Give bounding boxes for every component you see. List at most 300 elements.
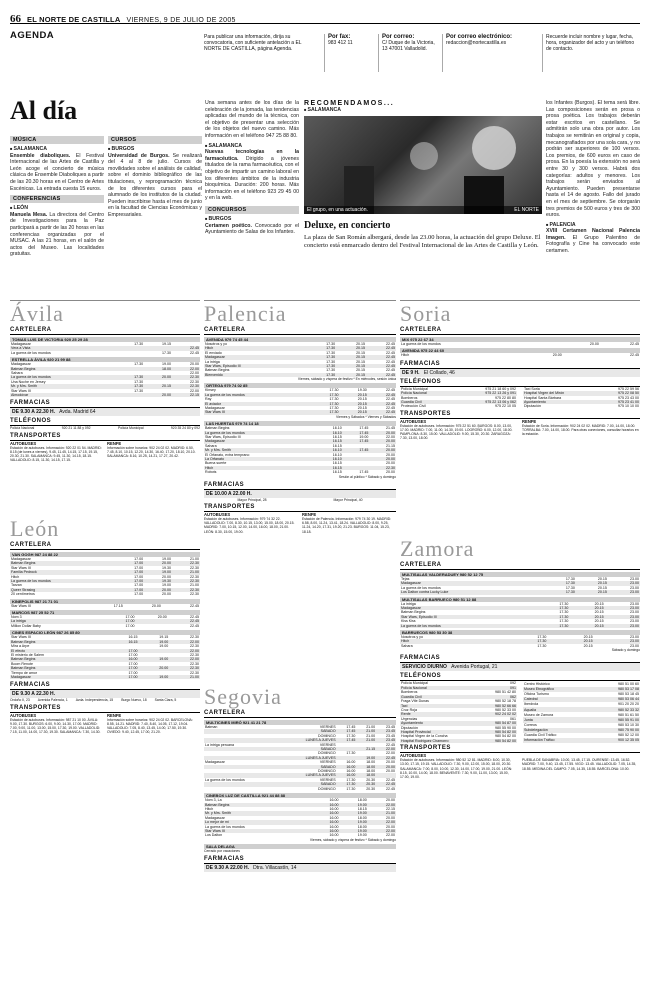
table-cell-value: 23.00 [605,624,640,628]
table-cell-value: 20.15 [583,643,593,648]
table-cell-value: 23.00 [630,601,639,606]
table-cell-value: 17.00 [125,623,135,628]
table-cell-value: 062 [480,695,517,699]
table-cell-value: 22.45 [386,406,395,411]
table-cell-value: 17.30 [134,342,144,346]
table-cell-title: La guerra de los mundos [205,824,245,829]
table-cell-title: Taxi [400,704,480,708]
table-cell-title: El Orfanato, extra temprano [205,452,250,457]
table-cell-title: Nom 3, La [205,798,222,803]
table-cell-title: Batman [205,725,218,729]
table-cell-title: Nom 3 [11,615,22,620]
table-cell-value: 20.15 [356,342,366,346]
table-cell-value: 980 52 33 00 [495,707,516,712]
table-cell-value [116,393,144,397]
film-table [204,388,396,414]
table-cell-title: Hospital Rodríguez Chamorro [400,739,480,743]
table-cell-value: 17.00 [134,583,144,588]
table-cell-value: 22.30 [190,670,199,675]
table-cell-value: 17.00 [128,661,138,666]
table-cell-value: 20.00 [369,439,396,443]
table-cell-value: 16.00 [311,829,339,833]
table-cell-value: 22.00 [169,640,200,644]
table-cell-value: 22.30 [190,635,199,640]
table-cell-title: Kiss Kiss [401,619,416,624]
table-cell-value: 20.15 [336,364,366,368]
table-cell-value: 975 22 13 26 y 091 [455,391,517,395]
table-cell-value: DOMINGO [318,751,336,756]
table-cell-value: 18.00 [356,765,376,769]
table-cell-value: DOMINGO [318,786,336,791]
table-cell-value: 17.30 [326,350,336,355]
table-cell-value: 22.30 [172,384,200,388]
table-row [400,353,640,357]
right-column: los Infantes (Burgos). El tema será libre. Las composiciones serán en prosa o prosa poética. Los trabajos deberán estar escritos en castellano. Se admitirán solo una obra por autor. Los trabajos se remitirán en original y copia, mecanografiados por una sola cara, y no podrán ser superiores de 100 versos. Los premios, de 600 euros en caso de prosa. En la poesía la extensión no será entre 30 y 300 versos. Habrá dos categorías: adultos y menores. Los trabajos serán enviados al Ayuntamiento. Pueden presentarse hasta el 14 de agosto. Fallo del jurado en el mes de septiembre. Se otorgarán tres premios de 500 euros y tres de 300 euros. ■ PALENCIA XVIII Certamen Nacional Palencia Imagen. El Grupo Palentino de Fotografía y Cine ha convocado este certamen. [546,100,640,292]
table-cell-value: 980 52 18 78 [495,699,516,704]
table-cell-title: Hospital Virgen de la Concha [401,734,448,739]
table-cell-value: 17.30 [134,379,144,384]
table-cell-value: 20.15 [144,384,172,388]
table-cell-title: La guerra de los mundos [401,585,441,590]
table-cell-title: Renfe [400,712,480,716]
table-cell-value: 980 51 42 80 [495,690,516,695]
recommend-text: La plaza de San Román albergará, desde las 23.00 horas, la actuación del grupo Deluxe. El concierto está enmarcado dentro del Festival Internacional de las Artes de Castilla y León. [304,234,541,249]
section-title: AGENDA [10,30,55,41]
table-cell-value: SÁBADO [279,765,337,769]
fax-box: Por fax: 983 412 11 [324,34,374,72]
table-cell-title: Los Dalton [205,833,223,838]
table-cell-title: La guerra de los mundos [205,777,245,782]
table-cell-value: 18.00 [144,367,172,371]
table-cell-value: 20.00 [552,353,562,358]
table-cell-value: 19.15 [162,342,172,346]
table-cell-value: DOMINGO [318,733,336,738]
table-cell-value: 17.30 [306,364,336,368]
table-cell-value: 17.30 [326,342,336,346]
table-cell-value: 20.15 [569,624,604,628]
film-table [204,342,396,377]
table-row [523,404,640,408]
table-cell-value: 17.30 [559,619,569,624]
table-cell-value: 22.30 [172,579,200,583]
table-cell-value [472,353,486,357]
table-cell-value: 980 55 91 00 [593,717,640,722]
table-cell-value: 22.45 [386,786,395,791]
table-cell-title: Batman Begins [205,368,230,373]
table-cell-title: Hospital Virgen del Mirón [523,391,599,395]
table-row [400,739,517,743]
header-line [10,13,236,25]
table-cell-title: Protección Civil [401,404,426,409]
table-cell-value: 16.00 [329,815,339,820]
table-cell-title: Star Wars III [11,603,31,608]
table-cell-title: Mr. y Mrs. Smith [204,448,316,452]
table-cell-value: 22.45 [386,777,395,782]
conferencias-heading: CONFERENCIAS [10,195,104,203]
table-cell-value: 17.30 [311,410,339,414]
table-row [10,675,200,679]
table-cell-value: 20.15 [594,619,604,624]
table-cell-title: La guerra de los mundos [400,624,534,628]
table-cell-value: 20.00 [138,666,169,670]
table-cell-value: 16.00 [346,760,356,765]
table-cell-value: 17.00 [116,579,144,583]
table-cell-value: 20.00 [386,824,395,829]
cinema-name: TOMAS LUIS DE VICTORIA 920 25 29 28 [10,337,200,342]
table-cell-value: 17.00 [125,615,135,620]
table-cell-value: 20.00 [376,765,396,769]
table-cell-value: 980 53 17 08 [593,687,640,692]
table-cell-value: 20.00 [162,574,172,579]
table-cell-value: 20.15 [547,639,593,643]
table-cell-title: La guerra de los mundos [11,350,51,355]
table-cell-value: 20.00 [144,375,172,379]
table-cell-title: Madagascar [205,406,225,411]
table-row [400,404,517,408]
table-cell-title: Mira a Arpe [11,644,30,649]
table-cell-value: 20.00 [386,815,395,820]
table-cell-value: 22.30 [190,652,199,657]
table-cell-value: 975 22 13 06 y 062 [455,400,517,404]
table-cell-value: 980 54 82 00 [480,739,517,743]
table-cell-title: Batman Begins [10,657,108,661]
table-cell-value: 20.00 [386,769,395,774]
table-cell-value: 22.45 [190,603,199,608]
table-cell-value: 19.00 [162,362,172,367]
recommend-box: RECOMENDAMOS... ■ SALAMANCA El grupo, en una actuación. EL NORTE Deluxe, en concierto La plaza de San Román albergará, desde las 23.00 horas, la actuación del grupo Deluxe. El concierto está enmarcado dentro del Festival Internacional de las Artes de Castilla y León. [304,100,542,292]
table-cell-value: VIERNES [319,742,336,747]
table-cell-value: 17.30 [534,624,569,628]
table-cell-title: Oficina Turismo [524,692,549,697]
table-cell-value: 23.45 [386,733,395,738]
avila-section: Ávila CARTELERA TOMAS LUIS DE VICTORIA 920 25 29 28 Madagascar 17.30 19.15 Vera a Vista 22.45 La guerra de los mundos 17.30 22.45 ESTRELLA ÁVILA 920 21 99 88 Madagascar 17.30 19.00 20.00 Batman Begins 18.00 22.00 Sahara 22.00 La guerra de los mundos 17.30 20.00 22.30 Una Noche en Jersey 17.30 22.30 Mr. y Mrs. Smith 17.30 20.15 22.30 Star Wars III 17.30 22.00 Almodóvar 20.00 22.15 FARMACIAS DE 9.30 A 22.30 H. Avda. Madrid 64 TELÉFONOS Policía Nacional 920 21 11 88 y 092 Policía Municipal 920 35 24 80 y 092 TRANSPORTES AUTOBUSES Estación de autobuses. Información: 920 22 01 54. MADRID: 8.15 (de lunes a viernes), 9.45, 11.45, 14.15, 17.15, 19.15, 20.30, 21.30. SALAMANCA: 9.45, 11.30, 14.15, 18.15. VALLADOLID: 8.15, 11.30, 14.15, 17.15. RENFE Información sobre horarios: 902 24 02 02. MADRID: 6.50, 7.45, 8.10, 10.15, 12.20, 14.30, 16.40, 17.20, 18.10, 20.10. SALAMANCA: 8.16, 10.25, 14.21, 17.27, 20.42. [10,301,200,463]
table-cell-value: 17.15 [113,603,123,608]
cinema-name: ESTRELLA ÁVILA 920 21 99 88 [10,357,200,362]
table-cell-value: 17.45 [337,738,357,742]
table-cell-value: 22.30 [190,379,199,384]
table-cell-value: 22.30 [190,644,199,649]
photo-caption: El grupo, en una actuación. [307,207,368,213]
table-cell-value: 19.00 [339,820,367,824]
table-cell-title: Queer Strasing [10,588,116,592]
table-cell-title: Diputación [524,404,541,409]
table-cell-value: 22.00 [172,367,200,371]
table-cell-value: 980 54 82 00 [495,734,516,739]
table-cell-value: 20.15 [357,406,367,411]
table-cell-value: 19.30 [162,565,172,570]
table-cell-title [204,787,279,791]
table-cell-title: Star Wars III [11,388,31,393]
city-zamora: Zamora [400,536,475,561]
table-cell-value: 21.00 [169,675,200,679]
table-cell-title: Hitch [400,639,501,643]
table-cell-value: 980 52 12 00 [618,733,639,738]
table-cell-value: 16.10 [332,426,342,431]
table-row [10,604,200,608]
table-cell-value: 21.00 [172,570,200,574]
table-cell-value: 20.15 [339,410,367,414]
table-cell-value: SÁBADO [279,782,337,786]
table-cell-title: Los Dalton contra Lucky Luke [400,590,544,594]
table-cell-value: 17.30 [329,388,339,393]
table-cell-value: 20.15 [336,355,366,359]
table-cell-title: Familia Pedrock [10,570,116,574]
table-cell-value: LUNES A JUEVES [279,773,337,777]
table-cell-title: Nosotros y yo [401,635,423,640]
table-cell-value: 16.15 [316,466,343,470]
leon-section: León CARTELERA VAN GOGH 987 24 88 22 Madagascar 17.00 19.00 21.00 Batman Begins 17.00 20.00 22.30 Star Wars III 17.00 19.30 22.30 Familia Pedrock 17.00 19.00 21.00 Hitch 17.00 20.00 22.30 La guerra de los mundos 17.00 19.30 22.30 Tarzan 17.00 19.00 21.00 Queer Strasing 17.00 20.00 22.30 20 centímetros 17.00 20.00 22.30 KINEPOLIS 987 21 71 01 Star Wars III 17.15 20.00 22.45 MARCOS 987 25 52 71 Nom 3 17.00 20.00 22.45 La intriga 17.00 22.45 Million Dollar Baby 17.00 22.45 CINES ESPACIO LEÓN 987 26 85 80 Star Wars III 16.15 19.15 22.30 Batman Begins 16.15 19.00 22.00 Mira a Arpe 19.00 22.30 El efecto 17.00 22.00 El misterio de Salem 17.00 22.30 Batman Begins 16.00 19.00 22.00 Boom Renote 17.00 22.30 Batman Begins 17.00 20.00 22.30 Tiempo de amor 17.00 22.30 Madagascar 17.00 19.00 21.00 FARMACIAS DE 9.30 A 22.30 H. Ordoño II, 23 Avenida Palencia, 1 Avda. Independencia, 15 Burgo Nuevo, 18 Santa Clara, 5 TRANSPORTES AUTOBUSES Estación de autobuses. Información: 987 21 10 00. ÁVILA: 9.00, 17.30. BURGOS: 6.00, 9.00, 14.30, 17.00. MADRID: 7.00, 9.00, 11.00, 13.00, 15.00, 17.30, 19.00. VALLADOLID: 7.15, 11.00, 14.00, 17.30, 19.30. SALAMANCA: 7.30, 14.30. RENFE Información sobre horarios: 902 24 02 02. BARCELONA: 8.55, 14.21. MADRID: 7.40, 8.40, 14.05, 17.12, 19.04. VALLADOLID: 7.05, 8.40, 13.45, 14.00, 17.50, 19.30. OVIEDO: 9.40, 12.45, 17.00, 21.20. [10,516,199,735]
table-cell-value: 22.45 [386,368,395,373]
table-cell-title: Centro Histórico [524,681,550,686]
table-cell-value: 16.15 [332,470,342,475]
table-cell-value: 23.00 [594,639,640,643]
table-cell-value: 22.00 [386,833,395,838]
table-cell-value: 901 20 20 20 [618,702,639,707]
table-cell-value: 17.45 [343,431,370,435]
film-table [10,342,200,355]
table-cell-value: 17.30 [534,615,569,619]
table-cell-title: Vera a Vista [10,346,116,350]
table-cell-value: 17.00 [134,574,144,579]
table-row [10,624,200,628]
table-cell-value: 17.30 [306,355,336,359]
table-cell-value: 20.00 [386,760,395,765]
table-cell-value: 17.30 [116,384,144,388]
table-cell-value: 975 22 80 80 [495,395,516,400]
table-cell-value: 20.00 [369,457,396,461]
table-cell-title: Guardia Civil [400,695,480,699]
table-cell-title: Junta [523,717,593,722]
table-cell-value: 19.30 [144,579,172,583]
table-cell-value: 17.00 [116,570,144,574]
table-cell-title: Guardia Civil [400,400,455,404]
film-table [10,557,200,597]
table-row [10,351,200,355]
zamora-section: Zamora CARTELERA MULTISALAS VALDERADUEY 980 52 12 75 Tejas 17.30 20.15 23.00 Madagascar 17.30 20.15 23.00 La guerra de los mundos 17.30 20.15 23.00 Los Dalton contra Lucky Luke 17.30 20.15 23.00 MULTISALAS BARRUECO 980 51 12 88 La intriga 17.30 20.15 23.00 Madagascar 17.30 20.15 23.00 Batman Begins 17.30 20.15 23.00 Star Wars, Episodio III 17.30 20.15 23.00 Kiss Kiss 17.30 20.15 23.00 La guerra de los mundos 17.30 20.15 23.00 BARRUECOS 980 53 30 38 Nosotros y yo 17.30 20.15 23.00 Hitch 17.30 20.15 23.00 Sahara 17.30 20.15 23.00 Sábado y domingo FARMACIAS SERVICIO DIURNO Avenida Portugal, 21 TELÉFONOS Policía Municipal 092 Policía Nacional 091 Bomberos 980 51 42 80 Guardia Civil 062 Fraga Vtle Dunas 980 52 18 78 Taxi 980 52 66 66 Cruz Roja 980 52 33 00 Renfe 902 24 02 02 Urgencias 061 Ayuntamiento 980 54 87 00 Diputación 980 55 90 00 Hospital Provincial 980 54 82 00 Hospital Virgen de la Concha 980 54 82 00 Hospital Rodríguez Chamorro 980 54 82 00 Centro Histórico 980 51 00 60 Museo Etnográfico 980 53 17 08 Oficina Turismo 980 53 18 45 Catedral 980 53 06 44 Iberdrola 901 20 20 20 Aqualia 980 52 33 32 Museo de Zamora 980 51 61 50 Junta 980 55 91 00 Correos 980 53 10 30 Subdelegación 980 75 90 00 Guardia Civil Tráfico 980 52 12 00 Información Tráfico 900 12 35 05 TRANSPORTES AUTOBUSES Estación de autobuses. Información: 980 52 12 81. MADRID: 8.00, 10.30, 13.00, 17.15, 19.15. VALLADOLID: 7.30, 9.00, 12.00, 15.00, 18.00, 20.30. SALAMANCA: 7.00, 8.00, 10.00, 12.30, 14.00, 17.00, 19.00, 21.00. LEÓN: 8.15, 10.00, 14.00, 18.00. BENAVENTE: 7.30, 9.00, 11.00, 13.00, 15.00, 17.00, 19.00. PUEBLA DE SANABRIA: 10.00, 13.45, 17.15. OURENSE: 13.45, 16.52. MADRID: 7.00, 9.40, 13.45, 17.55. VIGO: 13.45. VALLADOLID: 7.05, 14.35, 18.55. MEDINA DEL CAMPO: 7.05, 14.35, 18.55. BARCELONA: 10.00. [400,536,640,779]
table-cell-value: 22.30 [190,574,199,579]
table-cell-value: 22.45 [366,373,396,377]
table-cell-value: 23.45 [386,725,395,729]
table-cell-value: 23.45 [376,738,396,742]
table-row [10,592,200,596]
table-cell-value: 22.45 [376,756,396,760]
concert-image [304,116,542,214]
table-cell-value: 19.00 [138,640,169,644]
table-cell-value: 16.00 [337,765,357,769]
table-cell-value: 20.00 [151,603,161,608]
table-cell-title: Batman Begins [10,640,108,644]
table-cell-title: Batman Begins [10,561,116,565]
table-cell-value: 23.00 [605,615,640,619]
table-cell-value: 17.00 [108,666,139,670]
table-cell-title: Madagascar [11,342,31,346]
table-cell-value: 22.45 [190,623,199,628]
table-cell-value: 23.00 [630,635,639,640]
table-cell-value: 18.00 [366,769,376,774]
table-cell-value: 23.00 [630,610,639,615]
table-cell-title: Sahara [11,371,23,376]
table-cell-value: 17.30 [544,590,576,594]
table-cell-value: 17.45 [359,426,369,431]
film-table [204,725,396,791]
table-cell-value: 20.15 [576,581,608,585]
table-cell-value: 22.45 [386,359,395,364]
table-cell-value: 22.45 [366,364,396,368]
table-cell-value: 19.00 [359,434,369,439]
table-cell-value: 16.00 [108,657,139,661]
table-cell-title: Batman Begins [10,666,108,670]
table-cell-value: 16.00 [337,773,357,777]
table-cell-title: Star Wars III [204,410,311,414]
table-cell-title: Diputación [401,725,418,730]
table-cell-value: 17.30 [116,375,144,379]
table-cell-value: 061 [510,716,516,721]
table-cell-title: Madagascar [400,606,534,610]
table-cell-value: 16.15 [332,443,342,448]
table-cell-value: 980 53 10 30 [618,722,639,727]
table-cell-value: 20.00 [190,362,199,367]
film-table [10,635,200,679]
table-cell-title: Bomberos [401,690,418,695]
table-cell-title: Hitch [204,346,306,350]
cursos-heading: CURSOS [108,136,202,144]
table-cell-value: 22.00 [368,829,396,833]
table-cell-title: Información Tráfico [523,738,593,743]
table-cell-value: 16.15 [316,439,343,443]
table-cell-value: 900 12 35 05 [593,738,640,743]
table-cell-value: 21.00 [190,583,199,588]
table-cell-title: Hitch [401,353,410,358]
column-three: Una semana antes de los días de la celebración de la jornada, las tendencias aplicadas del mundo de la técnica, con el objetivo de presentar una selección de los objetos del nuevo camino. Más información en el teléfono 947 25 88 80. ■ SALAMANCA Nuevas tecnologías en la farmacéutica. Dirigido a jóvenes titulados de la rama farmacéutica, con el objetivo de impartir un camino laboral en los diferentes ámbitos de la industria bioquímica. Duración: 200 horas. Más información en el teléfono 923 29 45 00 y en la web. CONCURSOS ■ BURGOS Certamen poético. Convocado por el Ayuntamiento de Salas de los Infantes. [205,100,299,292]
table-cell-value: 21.00 [190,557,199,561]
table-cell-value: 18.00 [366,760,376,765]
table-cell-value: 975 10 10 00 [618,404,639,409]
table-cell-value: 17.30 [329,397,339,402]
table-cell-title: La guerra de los mundos [10,375,116,379]
table-cell-title: El misterio de Salem [11,652,44,657]
page-number: 66 [10,13,21,25]
table-cell-value: 22.45 [190,350,199,355]
table-cell-value: 22.30 [369,466,396,470]
table-cell-value: 16.00 [311,811,339,815]
table-cell-value: 19.00 [162,557,172,561]
table-cell-value: 17.00 [108,649,139,653]
table-cell-value: 20.15 [594,601,604,606]
table-cell-value: 17.00 [134,557,144,561]
table-cell-title: La intriga peruana [205,742,234,747]
email-box: Por correo electrónico: redaccion@nortecastilla.es [442,34,536,72]
mail-box: Por correo: C/ Duque de la Victoria, 13 47001 Valladolid. [378,34,438,72]
table-cell-value: 21.00 [368,811,396,815]
table-cell-value: 17.45 [343,439,370,443]
table-cell-value: 19.00 [159,644,169,649]
table-cell-value: 17.30 [162,350,172,355]
table-cell-value: 22.45 [366,355,396,359]
table-cell-title: Star Wars III [11,635,31,640]
table-cell-value: 17.00 [103,619,135,623]
table-cell-value: 16.10 [316,431,343,435]
table-cell-title: Iberdrola [524,702,539,707]
table-cell-value: 20.00 [157,615,167,620]
recommend-title: Deluxe, en concierto [304,220,391,231]
table-cell-value: 17.30 [501,639,547,643]
table-cell-value: 22.30 [190,661,199,666]
table-cell-value: 092 [510,681,516,686]
table-cell-value: 22.45 [376,782,396,786]
table-cell-value: 22.30 [172,561,200,565]
table-cell-title: Tejas [401,577,410,581]
table-cell-value: 17.30 [565,577,575,581]
table-cell-value: 17.30 [346,751,356,756]
table-cell-value: 17.30 [565,585,575,590]
table-cell-title: Cruz Roja [401,707,417,712]
table-cell-value: 16.10 [316,457,343,461]
table-cell-title: Guardia Civil Tráfico [524,733,557,738]
table-cell-title: La Orfanato [204,457,316,461]
table-cell-value: 22.00 [190,388,199,393]
table-cell-title: Correos [524,722,537,727]
table-cell-value: 23.00 [630,577,639,581]
table-cell-value: 20.15 [339,393,367,397]
table-cell-value: 17.30 [311,402,339,406]
city-soria: Soria [400,301,452,326]
table-cell-value: 21.00 [366,725,376,729]
table-cell-value: 18.00 [357,815,367,820]
city-palencia: Palencia [204,301,287,326]
table-cell-title: Lo mejor de mí [204,820,311,824]
table-cell-title: Urgencias [401,716,418,721]
photo-credit: EL NORTE [514,207,539,213]
table-cell-value: 975 22 08 50 [599,391,640,395]
phone-table [400,681,517,743]
table-cell-title: Aqualia [523,707,593,712]
table-cell-title: Una Noche en Jersey [11,379,46,384]
table-cell-value: 23.45 [376,729,396,733]
table-cell-value: 16.00 [329,824,339,829]
table-cell-value: 22.45 [386,742,395,747]
table-cell-value: 17.00 [116,561,144,565]
table-cell-value: 22.45 [368,393,396,397]
table-cell-title: Nosotros y yo [205,342,227,346]
table-cell-value: 20.15 [339,402,367,406]
table-cell-value: 975 23 41 00 [599,400,640,404]
table-row [400,624,640,628]
table-cell-value: 19.15 [159,635,169,640]
film-table [400,635,640,648]
table-cell-title: Fraga Vtle Dunas [401,699,429,704]
table-cell-value: 16.00 [329,798,339,803]
table-cell-value: 17.30 [329,406,339,411]
table-cell-title: Hospital Santa Bárbara [524,395,562,400]
film-table [400,353,640,357]
table-cell-value: 20.30 [356,782,376,786]
table-cell-value: 980 54 82 00 [480,730,517,734]
table-cell-value: 975 23 43 00 [618,395,639,400]
table-cell-title: Star Wars III [11,565,31,570]
table-cell-value: 17.45 [343,448,370,452]
table-cell-value: 16.15 [332,434,342,439]
table-cell-title: Star Wars III [204,829,311,833]
table-cell-value: 16.15 [128,635,138,640]
film-table [400,602,640,628]
al-dia-title: Al día [10,96,78,125]
film-table [10,362,200,397]
table-cell-value: 20.30 [366,777,376,782]
table-cell-title: Batman Begins [10,367,116,371]
table-cell-value: 17.00 [108,675,139,679]
table-cell-value: 20.00 [386,798,395,803]
musica-heading: MÚSICA [10,136,104,144]
